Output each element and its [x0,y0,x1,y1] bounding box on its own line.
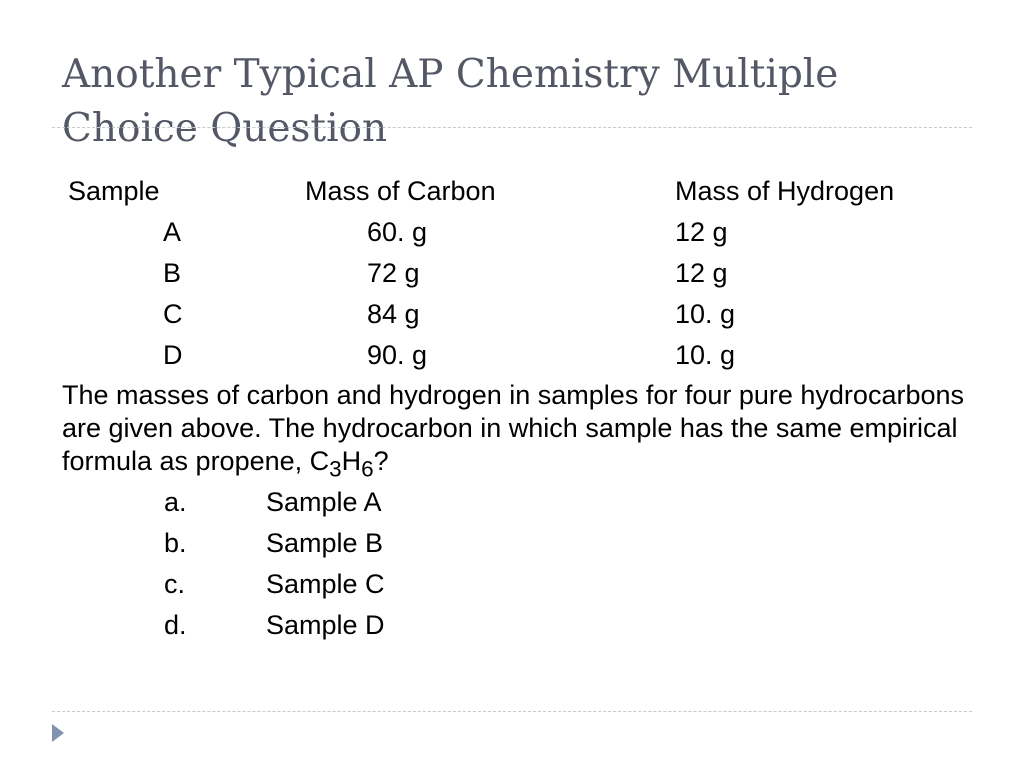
formula-carbon: C [309,446,330,476]
answer-letter: a. [164,487,187,517]
question-mark: ? [373,446,389,476]
formula-carbon-subscript: 3 [329,456,342,482]
cell-mass-hydrogen: 10. g [675,299,736,329]
table-row [68,335,975,376]
slide-title: Another Typical AP Chemistry Multiple Choice Question [62,52,839,151]
table-row [68,294,975,335]
answer-choice-a [164,482,385,523]
cell-mass-carbon: 84 g [367,299,420,329]
cell-mass-hydrogen: 12 g [675,258,728,288]
header-sample: Sample [68,176,160,206]
cell-mass-carbon: 72 g [367,258,420,288]
formula-hydrogen: H [341,446,362,476]
cell-mass-hydrogen: 10. g [675,340,736,370]
cell-mass-hydrogen: 12 g [675,217,728,247]
cell-mass-carbon: 90. g [367,340,428,370]
answer-choices [164,482,385,646]
answer-text: Sample C [266,569,385,599]
answer-letter: c. [164,569,186,599]
title-divider [52,127,972,128]
triangle-right-icon [52,724,64,742]
answer-text: Sample A [266,487,382,517]
header-mass-of-hydrogen: Mass of Hydrogen [675,176,895,206]
cell-sample: A [163,217,182,247]
answer-text: Sample B [266,528,384,558]
cell-sample: C [163,299,183,329]
cell-sample: B [163,258,182,288]
answer-choice-b [164,523,385,564]
cell-sample: D [163,340,183,370]
formula-hydrogen-subscript: 6 [361,456,374,482]
mass-data-table [68,171,975,376]
answer-choice-c [164,564,385,605]
footer-divider [52,711,972,712]
table-header-row [68,171,975,212]
question-body: The masses of carbon and hydrogen in samples for four pure hydrocarbons are given above. The hydrocarbon in which sample has the same empirical formula as propene, [62,380,964,476]
table-row [68,212,975,253]
answer-letter: b. [164,528,187,558]
answer-letter: d. [164,610,187,640]
answer-text: Sample D [266,610,385,640]
cell-mass-carbon: 60. g [367,217,428,247]
answer-choice-d [164,605,385,646]
table-row [68,253,975,294]
question-text [62,379,982,485]
header-mass-of-carbon: Mass of Carbon [305,176,496,206]
